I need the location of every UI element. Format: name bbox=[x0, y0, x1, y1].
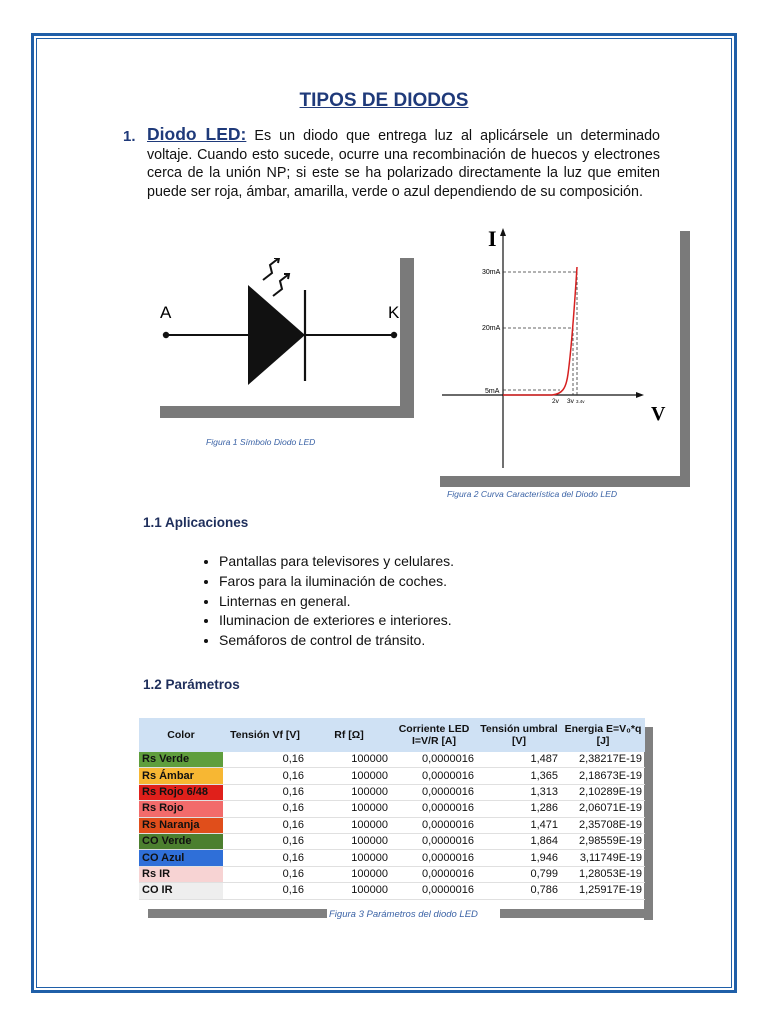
figure-shadow-right bbox=[680, 231, 690, 487]
table-cell: 0,16 bbox=[223, 883, 307, 899]
table-cell: 100000 bbox=[307, 883, 391, 899]
row-label: CO IR bbox=[139, 883, 223, 899]
table-header-row bbox=[139, 718, 645, 752]
applications-list bbox=[197, 552, 454, 651]
tick-2v: 2v bbox=[552, 398, 559, 405]
figure2-caption: Figura 2 Curva Característica del Diodo LED bbox=[447, 489, 618, 499]
list-item: • Pantallas para televisores y celulares. bbox=[219, 552, 454, 572]
table-cell: 2,18673E-19 bbox=[561, 768, 645, 784]
table-cell: 1,365 bbox=[477, 768, 561, 784]
row-label: CO Verde bbox=[139, 833, 223, 849]
table-cell: 100000 bbox=[307, 784, 391, 800]
column-header-voltage: Tensión Vf [V] bbox=[223, 718, 307, 752]
table-row bbox=[139, 833, 645, 849]
row-label: CO Azul bbox=[139, 850, 223, 866]
table-cell: 100000 bbox=[307, 768, 391, 784]
table-cell: 100000 bbox=[307, 752, 391, 768]
table-cell: 1,286 bbox=[477, 801, 561, 817]
table-cell: 0,786 bbox=[477, 883, 561, 899]
list-number: 1. bbox=[123, 128, 136, 145]
section-heading-params: 1.2 Parámetros bbox=[143, 677, 240, 692]
table-row bbox=[139, 817, 645, 833]
table-cell: 2,06071E-19 bbox=[561, 801, 645, 817]
column-header-color: Color bbox=[139, 718, 223, 752]
page-title: TIPOS DE DIODOS bbox=[299, 90, 469, 111]
list-item: • Semáforos de control de tránsito. bbox=[219, 631, 454, 651]
table-shadow-bottom bbox=[148, 909, 328, 918]
table-cell: 0,16 bbox=[223, 752, 307, 768]
table-body bbox=[139, 752, 645, 899]
table-cell: 0,16 bbox=[223, 801, 307, 817]
table-cell: 1,946 bbox=[477, 850, 561, 866]
column-header-threshold: Tensión umbral [V] bbox=[477, 718, 561, 752]
table-shadow-right bbox=[644, 727, 653, 920]
table-cell: 1,28053E-19 bbox=[561, 866, 645, 882]
table-row bbox=[139, 752, 645, 768]
table-cell: 100000 bbox=[307, 850, 391, 866]
anode-terminal bbox=[163, 332, 169, 338]
table-cell: 0,16 bbox=[223, 768, 307, 784]
table-cell: 0,16 bbox=[223, 833, 307, 849]
axis-label-v: V bbox=[651, 403, 666, 425]
list-item: • Iluminacion de exteriores e interiores. bbox=[219, 611, 454, 631]
led-symbol-figure bbox=[160, 258, 414, 418]
anode-label: A bbox=[160, 303, 172, 322]
tick-30ma: 30mA bbox=[482, 269, 501, 276]
table-row bbox=[139, 866, 645, 882]
table-cell: 0,0000016 bbox=[391, 833, 477, 849]
tick-3-4v: 3.4v bbox=[576, 399, 585, 404]
table-cell: 0,0000016 bbox=[391, 866, 477, 882]
table-cell: 3,11749E-19 bbox=[561, 850, 645, 866]
table-cell: 0,16 bbox=[223, 866, 307, 882]
row-label: Rs IR bbox=[139, 866, 223, 882]
figure1-caption: Figura 1 Símbolo Diodo LED bbox=[206, 437, 316, 447]
figure-background bbox=[440, 224, 680, 476]
table-cell: 0,799 bbox=[477, 866, 561, 882]
table-row bbox=[139, 850, 645, 866]
table-cell: 0,0000016 bbox=[391, 817, 477, 833]
figure-shadow-bottom bbox=[160, 406, 414, 418]
figure3-caption: Figura 3 Parámetros del diodo LED bbox=[329, 909, 478, 920]
figure-shadow-bottom bbox=[440, 476, 690, 487]
table-cell: 1,313 bbox=[477, 784, 561, 800]
tick-3v: 3v bbox=[567, 398, 574, 405]
table-cell: 0,0000016 bbox=[391, 784, 477, 800]
figure-shadow-right bbox=[400, 258, 414, 418]
list-item: • Faros para la iluminación de coches. bbox=[219, 572, 454, 592]
table-cell: 1,864 bbox=[477, 833, 561, 849]
tick-5ma: 5mA bbox=[485, 388, 500, 395]
table-cell: 100000 bbox=[307, 817, 391, 833]
section-heading-apps: 1.1 Aplicaciones bbox=[143, 515, 249, 530]
table-cell: 100000 bbox=[307, 866, 391, 882]
intro-text: Es un diodo que entrega luz al aplicársele un determinado voltaje. Cuando esto sucede, ocurre una recombinación de huecos y electrones cerca de la unión NP; si este se ha polarizado directamente la luz que emiten puede ser roja, ámbar, amarilla, verde o azul dependiendo de su composición. bbox=[147, 128, 660, 200]
table-cell: 0,0000016 bbox=[391, 768, 477, 784]
parameters-table bbox=[139, 718, 645, 900]
column-header-energy: Energia E=V₀*q [J] bbox=[561, 718, 645, 752]
table-row bbox=[139, 768, 645, 784]
table-cell: 0,0000016 bbox=[391, 752, 477, 768]
iv-curve-figure bbox=[440, 224, 690, 487]
row-label: Rs Rojo 6/48 bbox=[139, 784, 223, 800]
table-row bbox=[139, 883, 645, 899]
intro-paragraph bbox=[147, 125, 660, 201]
table-cell: 0,0000016 bbox=[391, 883, 477, 899]
table-cell: 0,16 bbox=[223, 817, 307, 833]
row-label: Rs Verde bbox=[139, 752, 223, 768]
axis-label-i: I bbox=[488, 226, 497, 251]
tick-20ma: 20mA bbox=[482, 325, 501, 332]
table-cell: 1,487 bbox=[477, 752, 561, 768]
column-header-resistance: Rf [Ω] bbox=[307, 718, 391, 752]
table-cell: 2,38217E-19 bbox=[561, 752, 645, 768]
row-label: Rs Rojo bbox=[139, 801, 223, 817]
table-cell: 0,16 bbox=[223, 784, 307, 800]
table-cell: 100000 bbox=[307, 801, 391, 817]
table-row bbox=[139, 784, 645, 800]
cathode-label: K bbox=[388, 303, 400, 322]
table-cell: 1,471 bbox=[477, 817, 561, 833]
table-cell: 2,10289E-19 bbox=[561, 784, 645, 800]
list-item: • Linternas en general. bbox=[219, 592, 454, 612]
table-cell: 0,0000016 bbox=[391, 801, 477, 817]
table-cell: 2,35708E-19 bbox=[561, 817, 645, 833]
column-header-current: Corriente LED I=V/R [A] bbox=[391, 718, 477, 752]
table-shadow-bottom bbox=[500, 909, 653, 918]
intro-lead: Diodo LED: bbox=[147, 124, 247, 144]
table-cell: 0,0000016 bbox=[391, 850, 477, 866]
table-cell: 100000 bbox=[307, 833, 391, 849]
table-row bbox=[139, 801, 645, 817]
cathode-terminal bbox=[391, 332, 397, 338]
row-label: Rs Ámbar bbox=[139, 768, 223, 784]
table-cell: 1,25917E-19 bbox=[561, 883, 645, 899]
table-cell: 0,16 bbox=[223, 850, 307, 866]
table-cell: 2,98559E-19 bbox=[561, 833, 645, 849]
row-label: Rs Naranja bbox=[139, 817, 223, 833]
